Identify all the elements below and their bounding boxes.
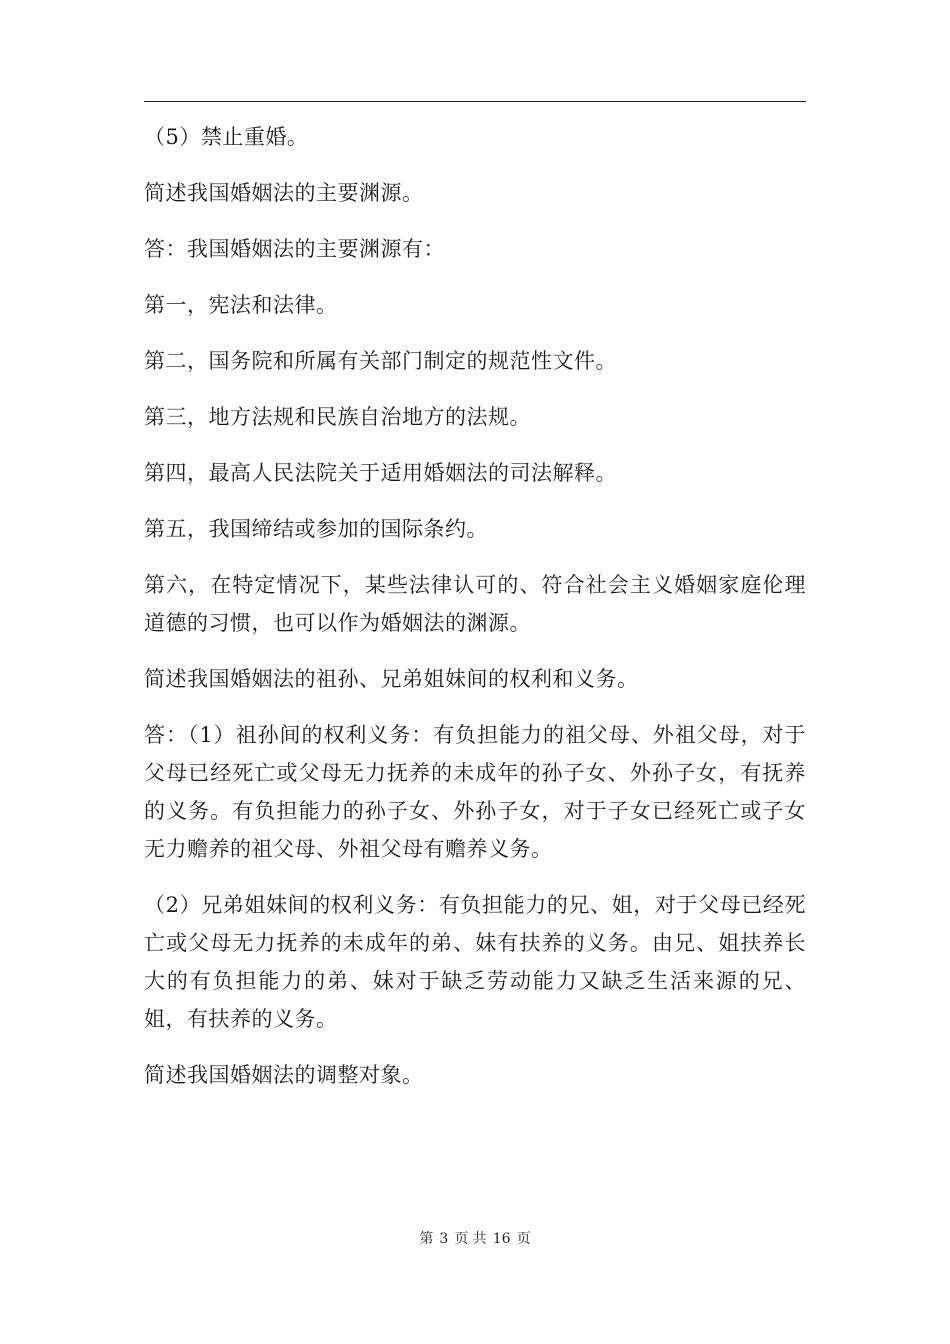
- header-rule: [144, 101, 806, 102]
- list-item: 第二，国务院和所属有关部门制定的规范性文件。: [144, 349, 617, 373]
- page-footer: [0, 1228, 950, 1248]
- list-item: 第三，地方法规和民族自治地方的法规。: [144, 405, 531, 429]
- paragraph: （5）禁止重婚。: [144, 125, 309, 149]
- page-label-mid: 页 共: [454, 1231, 487, 1247]
- document-body: [144, 118, 806, 1112]
- list-item: 第六，在特定情况下，某些法律认可的、符合社会主义婚姻家庭伦理道德的习惯，也可以作为婚姻法的渊源。: [144, 573, 806, 635]
- total-pages-number: 16: [492, 1231, 511, 1247]
- current-page-number: 3: [439, 1231, 449, 1247]
- answer-paragraph: （2）兄弟姐妹间的权利义务：有负担能力的兄、姐，对于父母已经死亡或父母无力抚养的未成年的弟、妹有扶养的义务。由兄、姐扶养长大的有负担能力的弟、妹对于缺乏劳动能力又缺乏生活来源的兄、姐，有扶养的义务。: [144, 893, 806, 1031]
- question-heading: 简述我国婚姻法的调整对象。: [144, 1063, 424, 1087]
- list-item: 第四，最高人民法院关于适用婚姻法的司法解释。: [144, 461, 617, 485]
- answer-intro: 答：我国婚姻法的主要渊源有：: [144, 237, 445, 261]
- question-heading: 简述我国婚姻法的祖孙、兄弟姐妹间的权利和义务。: [144, 667, 639, 691]
- answer-paragraph: 答：（1）祖孙间的权利义务：有负担能力的祖父母、外祖父母，对于父母已经死亡或父母无力抚养的未成年的孙子女、外孙子女，有抚养的义务。有负担能力的孙子女、外孙子女，对于子女已经死亡或子女无力赡养的祖父母、外祖父母有赡养义务。: [144, 723, 806, 861]
- page-label-suffix: 页: [516, 1231, 531, 1247]
- question-heading: 简述我国婚姻法的主要渊源。: [144, 181, 424, 205]
- list-item: 第五，我国缔结或参加的国际条约。: [144, 517, 488, 541]
- list-item: 第一，宪法和法律。: [144, 293, 338, 317]
- page-label-prefix: 第: [419, 1231, 434, 1247]
